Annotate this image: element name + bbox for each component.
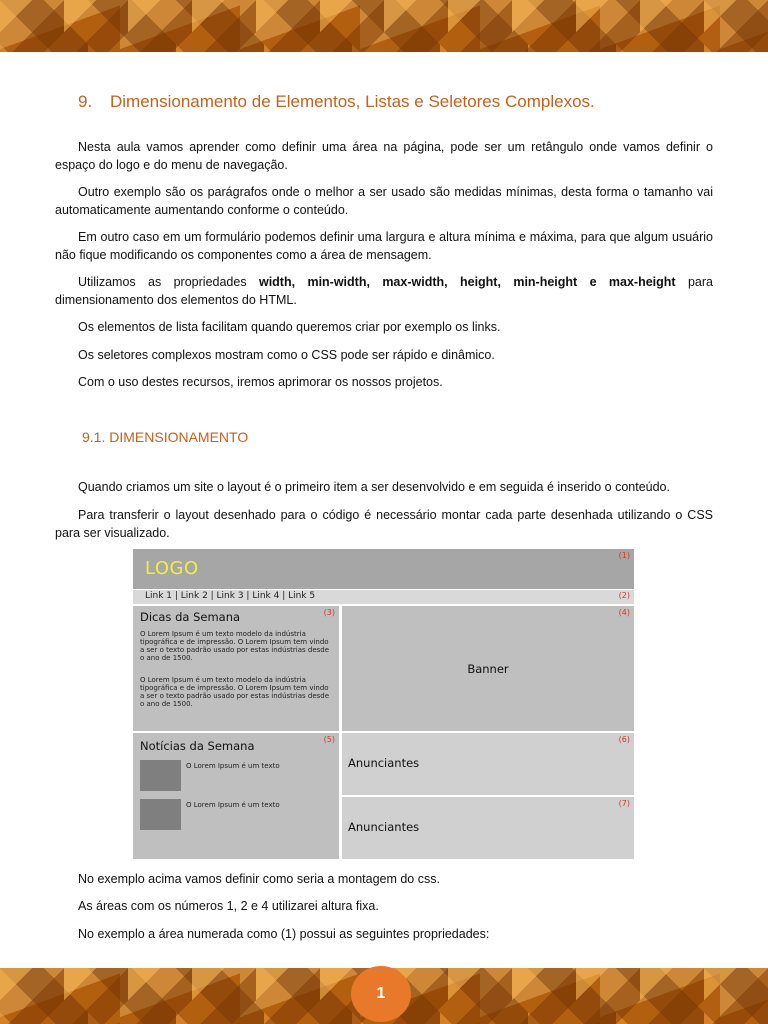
figure-anunciantes-label: Anunciantes [348,756,420,770]
properties-paragraph [55,273,713,309]
paragraph: Com o uso destes recursos, iremos aprimorar os nossos projetos. [78,375,443,389]
area-number-4: (4) [618,608,630,617]
layout-example-figure [133,549,634,859]
figure-news-thumbnail [140,799,181,830]
paragraph: Os elementos de lista facilitam quando queremos criar por exemplo os links. [78,320,501,334]
figure-anunciantes-area [342,797,634,859]
paragraph: Para transferir o layout desenhado para o código é necessário montar cada parte desenhada utilizando o CSS para ser visualizado. [55,508,713,540]
area-number-6: (6) [618,735,630,744]
properties-list: width, min-width, max-width, height, min-height e max-height [258,275,676,289]
figure-banner-area [342,606,634,731]
paragraph: As áreas com os números 1, 2 e 4 utilizarei altura fixa. [78,899,379,913]
area-number-3: (3) [323,608,335,617]
figure-noticias-title: Notícias da Semana [140,739,255,753]
figure-noticias-area [133,733,339,859]
paragraph: No exemplo acima vamos definir como seria a montagem do css. [78,872,440,886]
figure-anunciantes-area [342,733,634,795]
page-number: 1 [376,985,386,1002]
paragraph: No exemplo a área numerada como (1) possui as seguintes propriedades: [78,927,490,941]
decorative-header-band [0,0,768,52]
paragraph: Em outro caso em um formulário podemos definir uma largura e altura mínima e máxima, para que algum usuário não fique modificando os componentes como a área de mensagem. [55,230,713,262]
area-number-1: (1) [618,551,630,560]
properties-text-after: para dimensionamento dos elementos do HTML. [55,275,713,307]
figure-anunciantes-label: Anunciantes [348,820,420,834]
figure-dicas-text: O Lorem Ipsum é um texto modelo da indústria tipográfica e de impressão. O Lorem Ipsum tem vindo a ser o texto padrão usado por estas indústrias desde o ano de 1500. [140,676,330,708]
area-number-2: (2) [618,591,630,600]
paragraph: Os seletores complexos mostram como o CSS pode ser rápido e dinâmico. [78,348,495,362]
figure-dicas-title: Dicas da Semana [140,610,241,624]
area-number-5: (5) [323,735,335,744]
figure-news-text: O Lorem Ipsum é um texto [186,801,280,809]
figure-logo-area [133,549,634,589]
figure-nav-links: Link 1 | Link 2 | Link 3 | Link 4 | Link 5 [145,591,316,601]
figure-dicas-area [133,606,339,731]
paragraph: Outro exemplo são os parágrafos onde o melhor a ser usado são medidas mínimas, desta forma o tamanho vai automaticamente aumentando conforme o conteúdo. [55,185,713,217]
section-title: Dimensionamento de Elementos, Listas e Seletores Complexos. [110,92,595,111]
page-number-badge [351,966,411,1022]
figure-news-thumbnail [140,760,181,791]
section-number: 9. [78,92,93,111]
paragraph: Quando criamos um site o layout é o primeiro item a ser desenvolvido e em seguida é inserido o conteúdo. [78,480,670,494]
figure-nav-area [133,590,634,604]
area-number-7: (7) [618,799,630,808]
section-heading [78,92,595,112]
properties-text-before: Utilizamos as propriedades [78,275,259,289]
paragraph: Nesta aula vamos aprender como definir uma área na página, pode ser um retângulo onde vamos definir o espaço do logo e do menu de navegação. [55,140,713,172]
figure-news-text: O Lorem Ipsum é um texto [186,762,280,770]
subsection-heading: 9.1. DIMENSIONAMENTO [82,429,249,445]
figure-logo-text: LOGO [145,558,199,579]
figure-banner-label: Banner [467,662,509,676]
figure-dicas-text: O Lorem Ipsum é um texto modelo da indústria tipográfica e de impressão. O Lorem Ipsum tem vindo a ser o texto padrão usado por estas indústrias desde o ano de 1500. [140,630,330,662]
